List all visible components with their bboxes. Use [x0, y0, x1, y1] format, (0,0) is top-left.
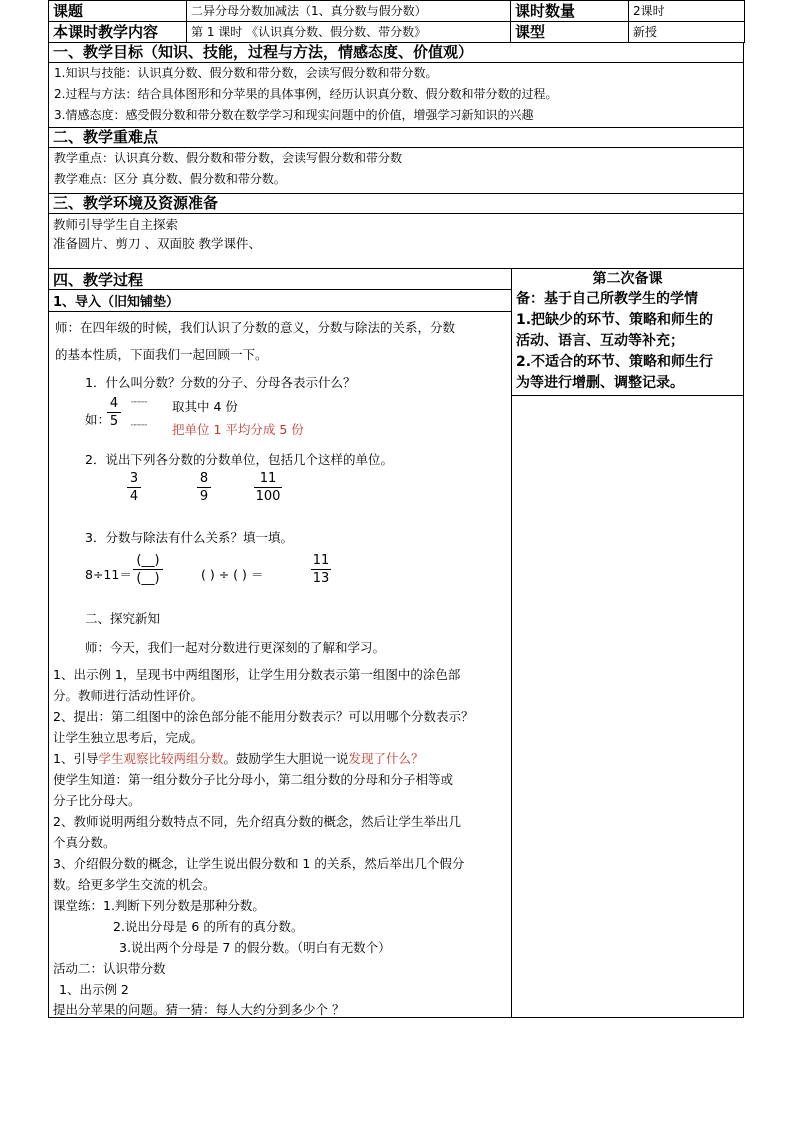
topic-label: 课题	[49, 1, 187, 22]
intro-paragraph-2: 的基本性质，下面我们一起回顾一下。	[55, 347, 268, 362]
second-prep-column	[512, 269, 743, 396]
second-prep-line: 活动、语言、互动等补充；	[516, 333, 684, 349]
environment-item: 准备圆片、剪刀 、双面胶 教学课件、	[53, 236, 261, 251]
content-label: 本课时教学内容	[49, 22, 187, 43]
equation-2-left: ( ) ÷ ( ) ＝	[201, 567, 264, 582]
fraction-denominator: 5	[109, 414, 119, 429]
fraction-bar	[133, 569, 163, 570]
guide-middle: 。鼓励学生大胆说一说	[223, 751, 349, 766]
question-2: 2．说出下列各分数的分数单位，包括几个这样的单位。	[85, 452, 393, 467]
key-points-title: 二、教学重难点	[49, 128, 743, 148]
type-label: 课型	[511, 22, 629, 43]
fraction-denominator: 100	[255, 489, 281, 504]
second-prep-line: 1.把缺少的环节、策略和师生的	[516, 312, 714, 328]
intro-title: 1、导入（旧知铺垫）	[53, 295, 180, 310]
detail-line: 使学生知道：第一组分数分子比分母小，第二组分数的分母和分子相等或	[53, 772, 454, 787]
lesson-plan-sheet	[48, 0, 744, 1017]
key-point-item: 教学难点：区分 真分数、假分数和带分数。	[54, 172, 286, 186]
fraction-8-9	[197, 471, 211, 504]
process-title: 四、教学过程	[53, 271, 144, 289]
detail-line: 数。给更多学生交流的机会。	[53, 877, 216, 892]
fraction-denominator: 4	[129, 489, 139, 504]
example-note-1: 取其中 4 份	[172, 399, 238, 414]
practice-line: 3.说出两个分母是 7 的假分数。（明白有无数个）	[119, 940, 391, 955]
activity-2-title: 活动二：认识带分数	[53, 961, 166, 976]
step-line: 让学生独立思考后，完成。	[53, 730, 204, 745]
objectives-section	[48, 43, 744, 128]
fraction-bar	[254, 487, 282, 488]
fraction-bar	[311, 569, 331, 570]
divider	[49, 311, 511, 312]
hours-value: 2课时	[629, 1, 745, 22]
step-line: 2、提出：第二组图中的涂色部分能不能用分数表示？可以用哪个分数表示？	[53, 709, 474, 724]
second-prep-line: 备：基于自己所教学生的学情	[516, 291, 698, 307]
header-table	[48, 0, 745, 43]
example-fraction	[107, 396, 121, 429]
guide-prefix: 1、引导	[53, 751, 99, 766]
objective-item: 2.过程与方法：结合具体图形和分苹果的具体事例，经历认识真分数、假分数和带分数的过程。	[54, 87, 558, 101]
example-dots-1: ┈┈┈	[131, 398, 148, 408]
equation-1-fraction	[133, 553, 163, 586]
hours-label: 课时数量	[511, 1, 629, 22]
fraction-bar	[107, 412, 121, 413]
question-3: 3．分数与除法有什么关系？填一填。	[85, 530, 293, 545]
intro-paragraph-1: 师：在四年级的时候，我们认识了分数的意义，分数与除法的关系，分数	[55, 320, 456, 335]
key-points-section	[48, 128, 744, 194]
detail-line: 个真分数。	[53, 835, 116, 850]
objective-item: 3.情感态度：感受假分数和带分数在数学学习和现实问题中的价值，增强学习新知识的兴趣	[54, 108, 534, 122]
guide-highlight-1: 学生观察比较两组分数	[98, 751, 224, 766]
fraction-numerator: 11	[259, 471, 277, 486]
fraction-11-100	[254, 471, 282, 504]
step-line: 分。教师进行活动性评价。	[53, 688, 204, 703]
process-section	[48, 269, 744, 1018]
fraction-numerator: (__)	[136, 553, 160, 568]
second-prep-title: 第二次备课	[592, 271, 663, 287]
fraction-denominator: 13	[312, 571, 330, 586]
divider	[49, 289, 511, 290]
explore-paragraph: 师：今天，我们一起对分数进行更深刻的了解和学习。	[85, 640, 386, 655]
fraction-numerator: 8	[199, 471, 209, 486]
guide-line	[53, 749, 424, 767]
objectives-title: 一、教学目标（知识、技能，过程与方法，情感态度、价值观）	[49, 43, 743, 63]
guide-highlight-2: 发现了什么？	[348, 751, 424, 766]
practice-line: 课堂练：1.判断下列分数是那种分数。	[53, 898, 265, 913]
practice-line: 2.说出分母是 6 的所有的真分数。	[113, 919, 304, 934]
fraction-numerator: 3	[129, 471, 139, 486]
detail-line: 3、介绍假分数的概念，让学生说出假分数和 1 的关系，然后举出几个假分	[53, 856, 465, 871]
detail-line: 2、教师说明两组分数特点不同，先介绍真分数的概念，然后让学生举出几	[53, 814, 461, 829]
key-point-item: 教学重点：认识真分数、假分数和带分数，会读写假分数和带分数	[54, 151, 403, 165]
environment-title: 三、教学环境及资源准备	[49, 194, 743, 214]
question-1: 1．什么叫分数？分数的分子、分母各表示什么？	[85, 375, 356, 390]
content-value: 第 1 课时 《认识真分数、假分数、带分数》	[187, 22, 511, 43]
fraction-denominator: 9	[199, 489, 209, 504]
step-line: 1、出示例 1，呈现书中两组图形，让学生用分数表示第一组图中的涂色部	[53, 667, 461, 682]
explore-title: 二、探究新知	[85, 611, 161, 626]
objective-item: 1.知识与技能：认识真分数、假分数和带分数，会读写假分数和带分数。	[54, 66, 438, 80]
process-main-column	[49, 269, 512, 1017]
environment-section	[48, 194, 744, 269]
fraction-bar	[127, 487, 141, 488]
second-prep-line: 2.不适合的环节、策略和师生行	[516, 354, 714, 370]
topic-value: 二异分母分数加减法（1、真分数与假分数）	[187, 1, 511, 22]
fraction-numerator: 11	[312, 553, 330, 568]
equation-1-left: 8÷11＝	[85, 567, 132, 582]
apple-question: 提出分苹果的问题。猜一猜：每人大约分到多少个 ？	[53, 1002, 345, 1017]
second-prep-line: 为等进行增删、调整记录。	[516, 375, 684, 391]
example-dots-2: ┈┈┈	[131, 421, 148, 431]
environment-item: 教师引导学生自主探索	[53, 217, 179, 232]
type-value: 新授	[629, 22, 745, 43]
show-example-2: 1、出示例 2	[59, 982, 129, 997]
second-prep-notes	[512, 289, 743, 396]
example-note-2: 把单位 1 平均分成 5 份	[172, 422, 304, 437]
equation-2-fraction	[311, 553, 331, 586]
fraction-bar	[197, 487, 211, 488]
fraction-numerator: 4	[109, 396, 119, 411]
detail-line: 分子比分母大。	[53, 793, 141, 808]
fraction-denominator: (__)	[136, 571, 160, 586]
fraction-3-4	[127, 471, 141, 504]
example-prefix: 如：	[85, 412, 111, 427]
